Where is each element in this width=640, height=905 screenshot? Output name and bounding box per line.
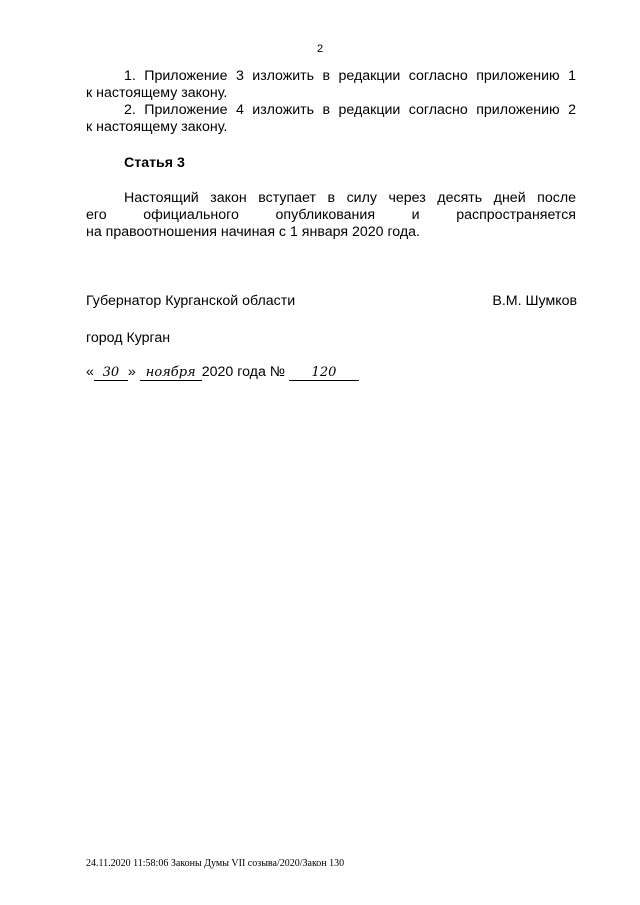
amendment-1-line-2: к настоящему закону.: [86, 85, 228, 101]
date-close-quote: »: [127, 364, 136, 380]
article-heading: Статья 3: [124, 155, 185, 171]
date-year-text: 2020 года №: [201, 364, 286, 380]
article-line-1: Настоящий закон вступает в силу через десять дней после: [124, 190, 576, 206]
document-footer: 24.11.2020 11:58:06 Законы Думы VII созыва/2020/Закон 130: [86, 858, 345, 869]
signatory-name: В.М. Шумков: [492, 293, 577, 309]
article-line-3: на правоотношения начиная с 1 января 2020 года.: [86, 224, 421, 240]
amendment-1-line-1: 1. Приложение 3 изложить в редакции согласно приложению 1: [124, 68, 576, 84]
date-month-handwritten: ноября: [140, 366, 202, 381]
date-open-quote: «: [86, 364, 94, 380]
date-day-handwritten: 30: [94, 366, 128, 381]
date-line: [86, 364, 359, 381]
amendment-2-line-1: 2. Приложение 4 изложить в редакции согласно приложению 2: [124, 102, 576, 118]
amendment-2-line-2: к настоящему закону.: [86, 119, 228, 135]
law-number-handwritten: 120: [289, 366, 359, 381]
signatory-position: Губернатор Курганской области: [86, 293, 296, 309]
page-number: 2: [316, 43, 324, 55]
city-line: город Курган: [86, 330, 171, 346]
article-line-2: его официального опубликования и распространяется: [86, 207, 576, 223]
